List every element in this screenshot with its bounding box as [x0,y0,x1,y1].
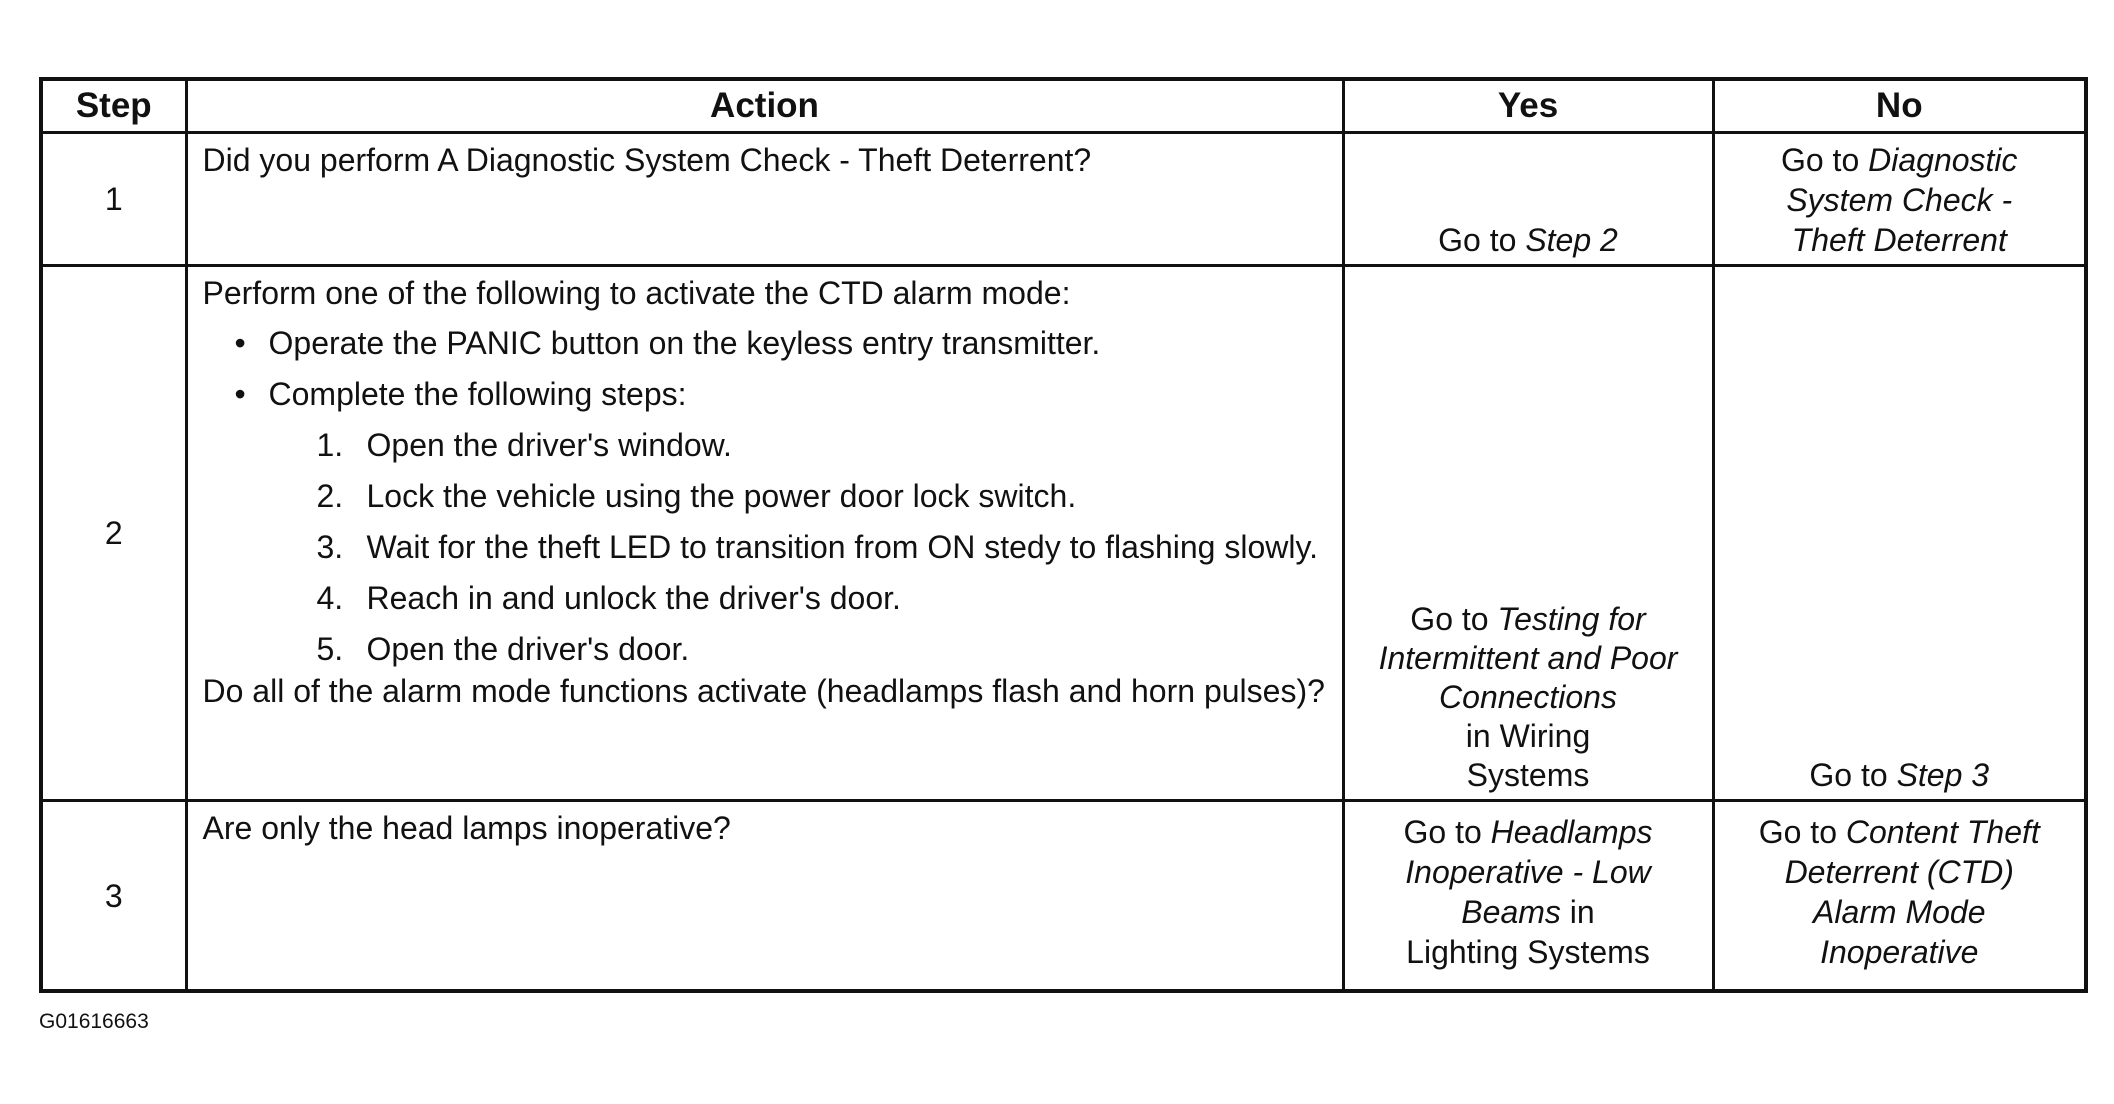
no-link-line4[interactable]: Inoperative [1820,934,1979,970]
yes-link-line3[interactable]: Beams [1461,894,1561,930]
no-cell [1713,133,2086,266]
substep-text: Lock the vehicle using the power door lock switch. [366,478,1077,514]
no-link-line1[interactable]: Content Theft [1845,814,2040,850]
yes-link-line3[interactable]: Connections [1439,679,1617,715]
substep-number: 5. [316,631,344,667]
no-cell [1713,266,2086,801]
bullet-list [203,323,1328,669]
yes-link-line2[interactable]: Inoperative - Low [1405,854,1651,890]
action-cell [186,801,1343,992]
yes-link-line1[interactable]: Headlamps [1490,814,1653,850]
bullet-icon: • [234,325,246,361]
no-prefix: Go to [1780,142,1869,178]
table-row [41,801,2086,992]
list-item [203,527,1328,567]
header-yes: Yes [1343,79,1713,133]
yes-suffix: in [1560,894,1595,930]
bullet-icon: • [234,376,246,412]
action-text: Did you perform A Diagnostic System Check - Theft Deterrent? [202,142,1092,178]
no-link-line1[interactable]: Diagnostic [1868,142,2018,178]
substep-number: 3. [316,529,344,565]
list-item [203,578,1328,618]
header-action: Action [186,79,1343,133]
no-link-line2[interactable]: Deterrent (CTD) [1784,854,2014,890]
list-item [203,629,1328,669]
substep-text: Reach in and unlock the driver's door. [366,580,901,616]
header-no: No [1713,79,2086,133]
step-number: 1 [41,133,186,266]
list-item [203,374,1328,669]
no-prefix: Go to [1758,814,1846,850]
yes-prefix: Go to [1410,601,1498,637]
substep-number: 2. [316,478,344,514]
yes-link[interactable]: Step 2 [1525,222,1618,258]
header-row [41,79,2086,133]
action-cell [186,266,1343,801]
yes-prefix: Go to [1438,222,1526,258]
substep-text: Open the driver's door. [366,631,690,667]
header-step: Step [41,79,186,133]
step-number: 3 [41,801,186,992]
bullet-text: Complete the following steps: [268,376,687,412]
diagnostic-table [39,77,2088,993]
no-link-line2[interactable]: System Check - [1786,182,2013,218]
yes-link-line1[interactable]: Testing for [1497,601,1646,637]
no-prefix: Go to [1809,757,1897,793]
action-question: Do all of the alarm mode functions activate (headlamps flash and horn pulses)? [202,673,1325,709]
substep-text: Open the driver's window. [366,427,732,463]
action-text: Are only the head lamps inoperative? [202,810,731,846]
step-number: 2 [41,266,186,801]
list-item [203,476,1328,516]
no-link-line3[interactable]: Theft Deterrent [1791,222,2007,258]
substep-number: 1. [316,427,344,463]
yes-cell [1343,266,1713,801]
no-link-line3[interactable]: Alarm Mode [1813,894,1986,930]
substep-number: 4. [316,580,344,616]
table-row [41,266,2086,801]
yes-prefix: Go to [1403,814,1491,850]
action-cell [186,133,1343,266]
yes-cell [1343,133,1713,266]
substep-list [203,425,1328,669]
no-link[interactable]: Step 3 [1896,757,1990,793]
list-item [203,425,1328,465]
table-row [41,133,2086,266]
substep-text: Wait for the theft LED to transition from ON stedy to flashing slowly. [366,529,1318,565]
bullet-text: Operate the PANIC button on the keyless entry transmitter. [268,325,1101,361]
list-item [203,323,1328,363]
yes-suffix-line1: in Wiring [1465,718,1591,754]
action-intro: Perform one of the following to activate the CTD alarm mode: [202,275,1071,311]
yes-cell [1343,801,1713,992]
figure-id: G01616663 [39,1010,149,1033]
yes-link-line2[interactable]: Intermittent and Poor [1378,640,1678,676]
yes-suffix-line2: Lighting Systems [1406,934,1650,970]
no-cell [1713,801,2086,992]
yes-suffix-line2: Systems [1466,757,1590,793]
